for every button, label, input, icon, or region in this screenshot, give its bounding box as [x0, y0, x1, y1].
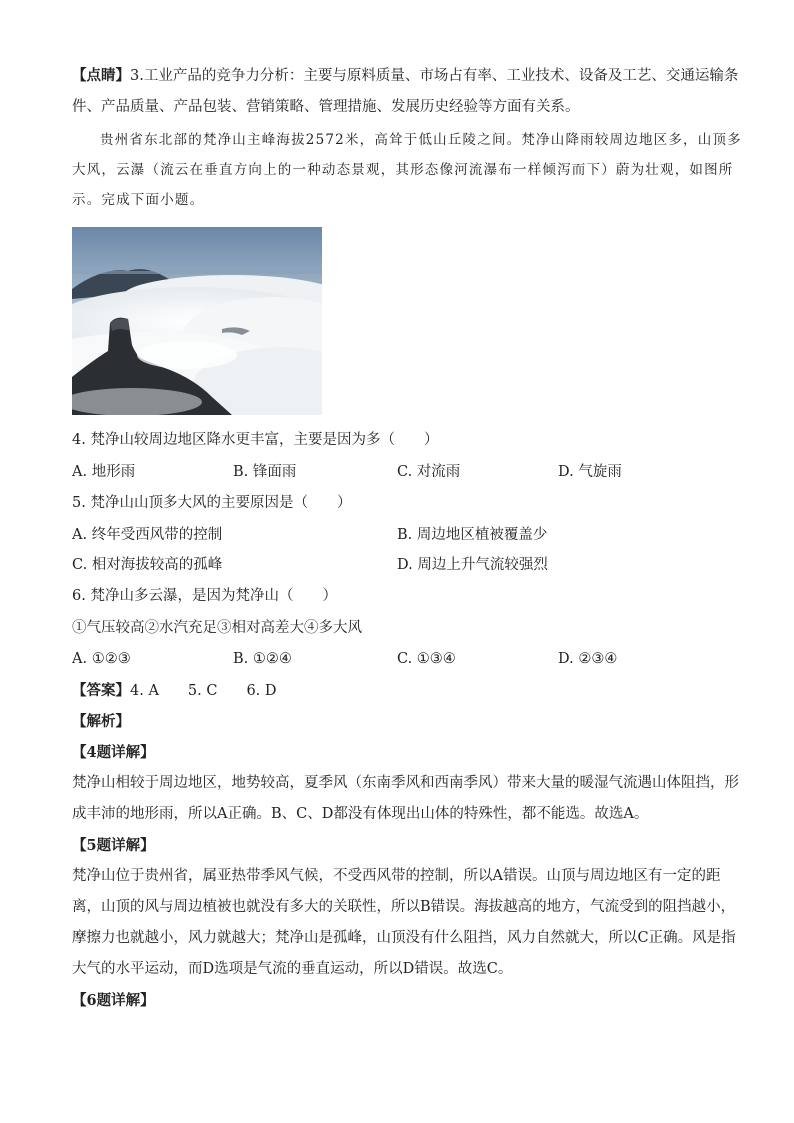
detail-6-heading: 【6题详解】 — [72, 992, 155, 1009]
passage-line-1: 贵州省东北部的梵净山主峰海拔2572米，高耸于低山丘陵之间。梵净山降雨较周边地区多，山顶多 — [100, 132, 742, 148]
q4-option-c[interactable]: C. 对流雨 — [397, 464, 461, 480]
answer-line — [72, 675, 722, 707]
detail-4-line-2: 成丰沛的地形雨，所以A正确。B、C、D都没有体现出山体的特殊性，都不能选。故选A。 — [72, 806, 649, 822]
passage-line-2: 大风，云瀑（流云在垂直方向上的一种动态景观，其形态像河流瀑布一样倾泻而下）蔚为壮观，如图所 — [72, 162, 734, 178]
q5-option-c[interactable]: C. 相对海拔较高的孤峰 — [72, 557, 223, 573]
q6-option-c[interactable]: C. ①③④ — [397, 651, 456, 667]
detail-5-line-1: 梵净山位于贵州省，属亚热带季风气候，不受西风带的控制，所以A错误。山顶与周边地区有一定的距 — [72, 868, 721, 884]
detail-5-line-4: 大气的水平运动，而D选项是气流的垂直运动，所以D错误。故选C。 — [72, 961, 513, 977]
detail-5-line-2: 离，山顶的风与周边植被也就没有多大的关联性，所以B错误。海拔越高的地方，气流受到的阻挡越小， — [72, 899, 736, 915]
q6-option-b[interactable]: B. ①②④ — [233, 651, 292, 667]
question-4-stem: 4. 梵净山较周边地区降水更丰富，主要是因为多（ ） — [72, 432, 439, 448]
question-6-items: ①气压较高②水汽充足③相对高差大④多大风 — [72, 620, 362, 636]
answer-text: 4. A 5. C 6. D — [130, 683, 277, 699]
note-line-2: 件、产品质量、产品包装、营销策略、管理措施、发展历史经验等方面有关系。 — [72, 99, 580, 115]
question-5-stem: 5. 梵净山山顶多大风的主要原因是（ ） — [72, 495, 352, 511]
question-6-stem: 6. 梵净山多云瀑，是因为梵净山（ ） — [72, 588, 337, 604]
q6-option-d[interactable]: D. ②③④ — [558, 651, 618, 667]
fanjingshan-cloud-waterfall-photo — [72, 227, 322, 415]
detail-5-heading: 【5题详解】 — [72, 837, 155, 854]
q6-option-a[interactable]: A. ①②③ — [72, 651, 131, 667]
q5-option-a[interactable]: A. 终年受西风带的控制 — [72, 527, 223, 543]
q4-option-b[interactable]: B. 锋面雨 — [233, 464, 297, 480]
note-tag: 【点睛】 — [72, 67, 130, 84]
q5-option-d[interactable]: D. 周边上升气流较强烈 — [397, 557, 548, 573]
q4-option-a[interactable]: A. 地形雨 — [72, 464, 136, 480]
analysis-heading: 【解析】 — [72, 713, 130, 730]
note-line-1: 【点睛】3.工业产品的竞争力分析：主要与原料质量、市场占有率、工业技术、设备及工艺、交通运输条 — [72, 67, 739, 84]
detail-4-line-1: 梵净山相较于周边地区，地势较高，夏季风（东南季风和西南季风）带来大量的暖湿气流遇山体阻挡，形 — [72, 775, 739, 791]
q5-option-b[interactable]: B. 周边地区植被覆盖少 — [397, 527, 548, 543]
detail-5-line-3: 摩擦力也就越小，风力就越大；梵净山是孤峰，山顶没有什么阻挡，风力自然就大，所以C正确。风是指 — [72, 930, 736, 946]
q4-option-d[interactable]: D. 气旋雨 — [558, 464, 622, 480]
passage-line-3: 示。完成下面小题。 — [72, 192, 205, 208]
detail-4-heading: 【4题详解】 — [72, 744, 155, 761]
answer-tag: 【答案】 — [72, 682, 130, 699]
